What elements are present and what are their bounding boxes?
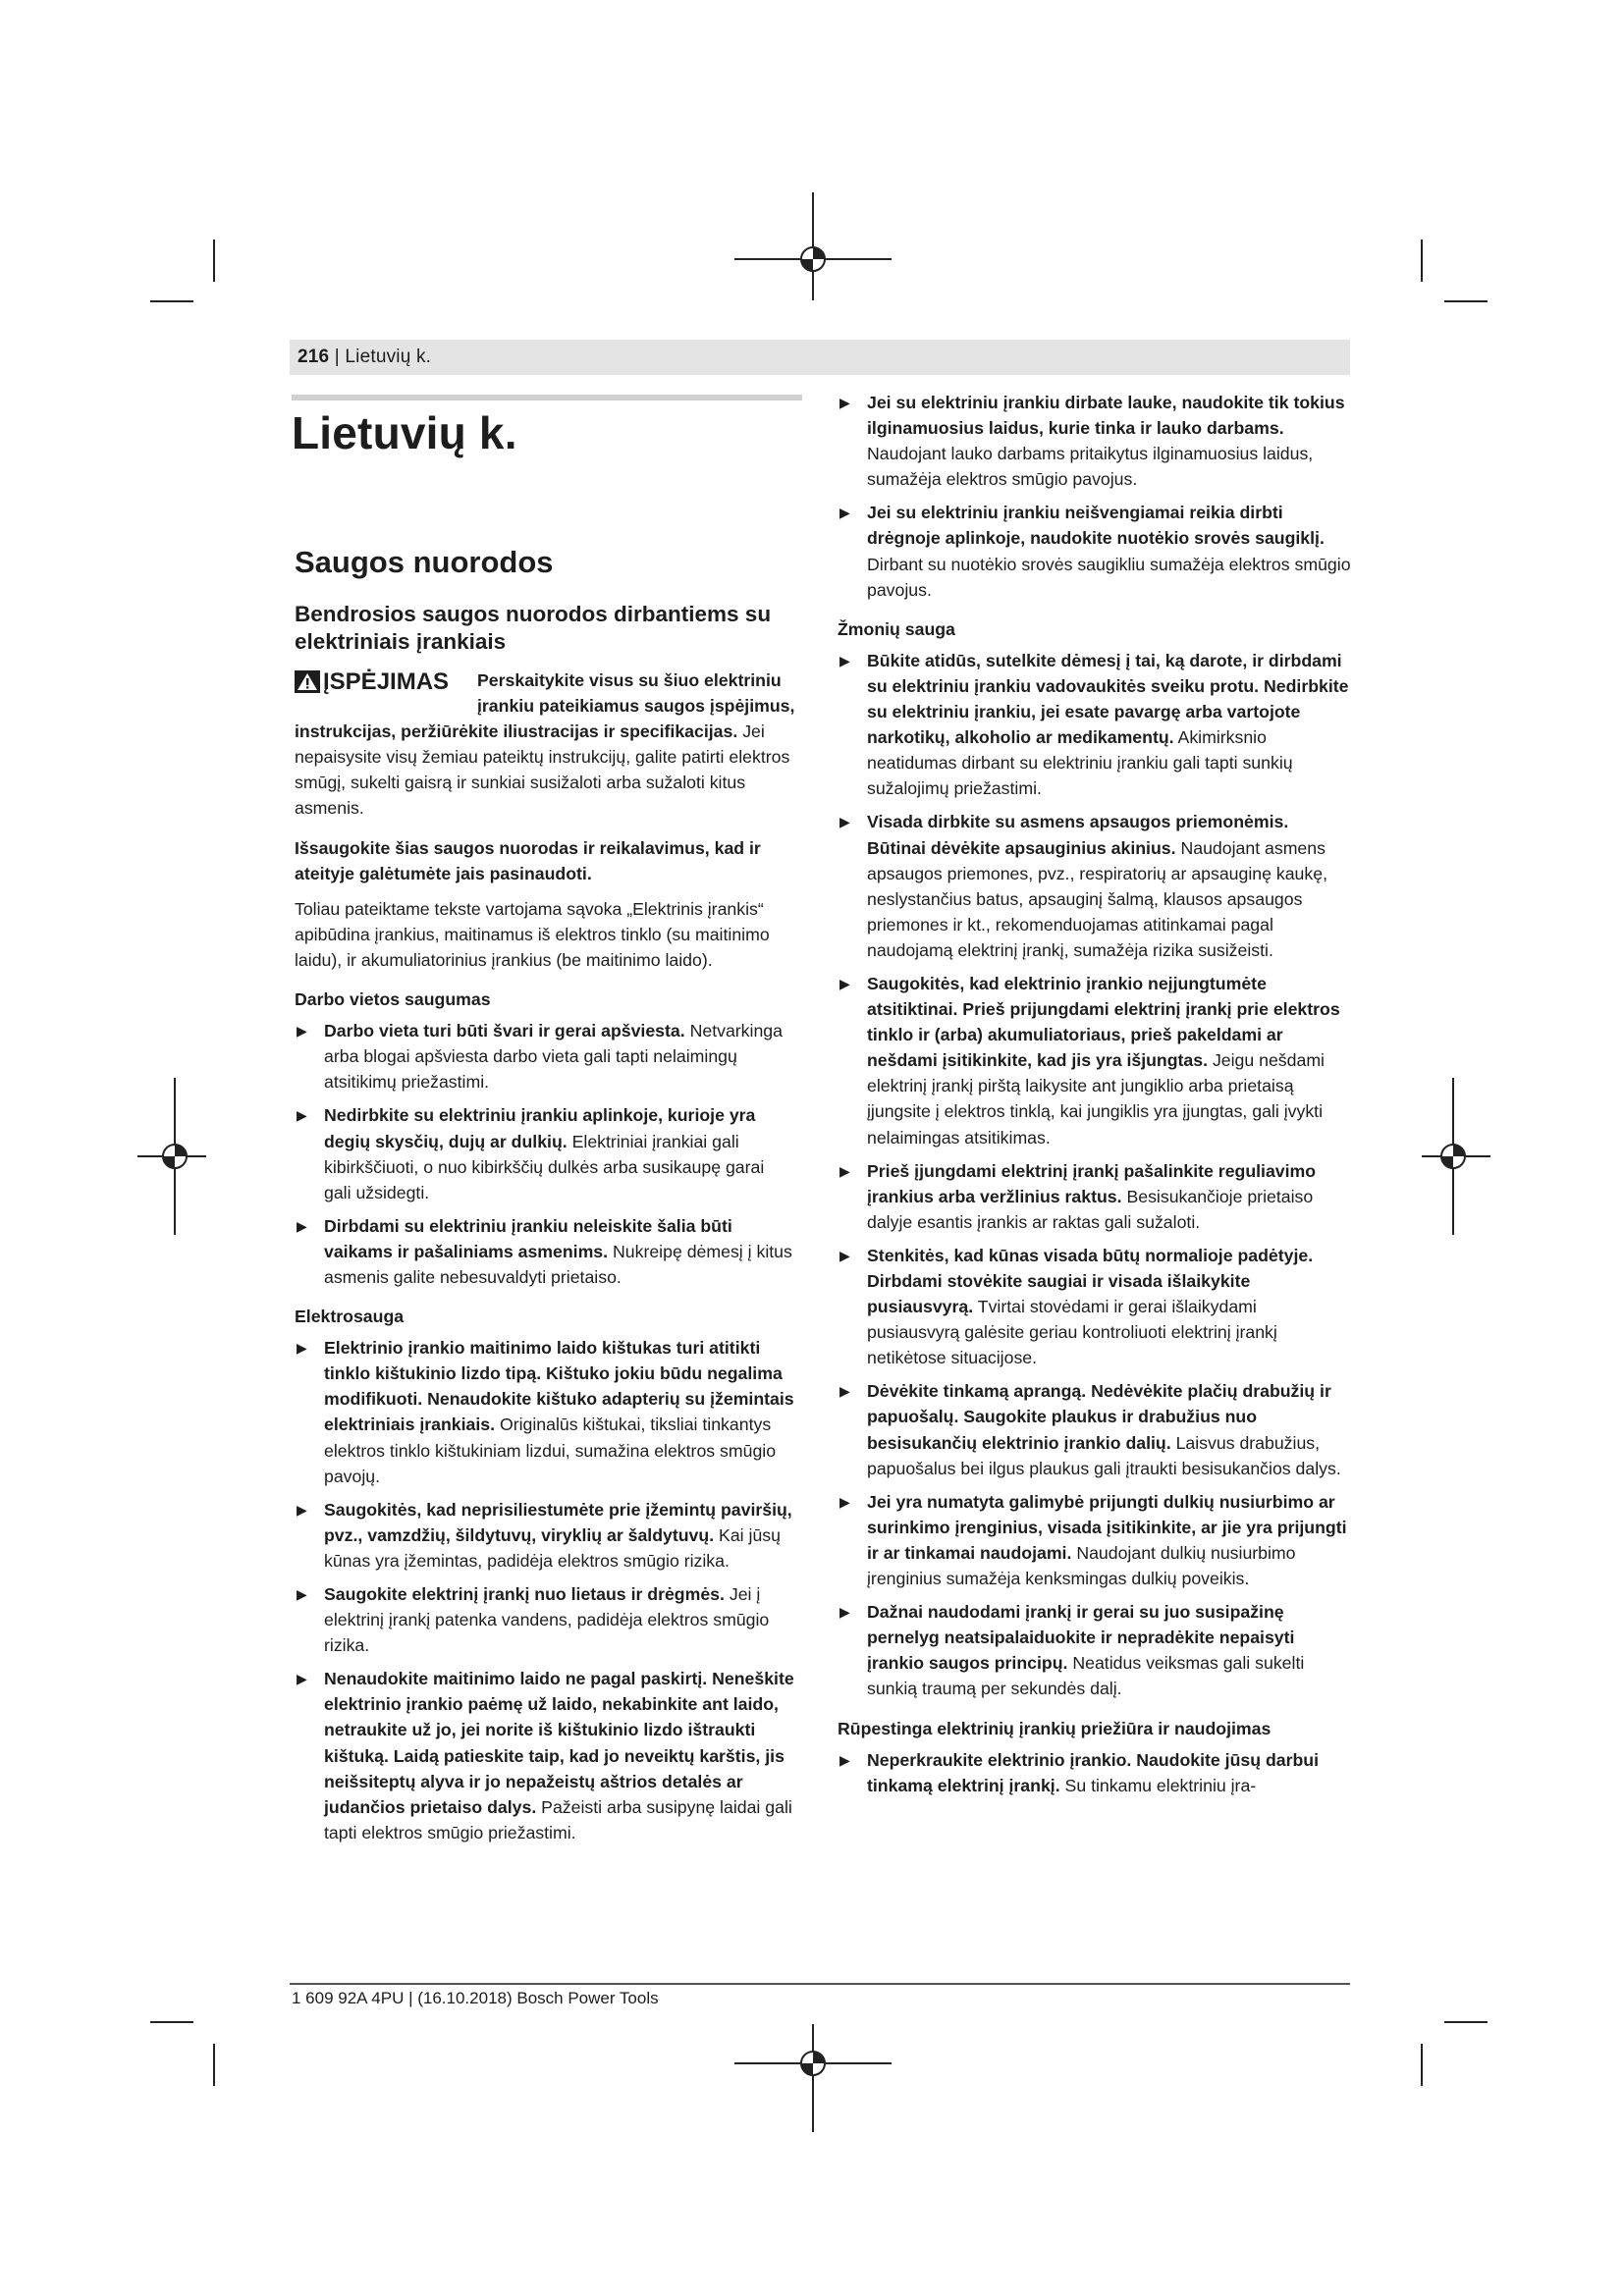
- item-text: Elektriniai įrankiai gali kibirkščiuoti, o nuo kibirkščių dulkės arba susikaupę garai gali užsidegti.: [324, 1131, 765, 1202]
- crop-mark: [150, 300, 193, 302]
- item-bold: Neperkraukite elektrinio įrankio. Naudokite jūsų darbui tinkamą elektrinį įrankį.: [867, 1749, 1319, 1795]
- page-footer: 1 609 92A 4PU | (16.10.2018) Bosch Power Tools: [292, 1989, 659, 2007]
- item-bold: Būkite atidūs, sutelkite dėmesį į tai, ką darote, ir dirbdami su elektriniu įrankiu vadovaukitės sveiku protu. Nedirbkite su elektriniu įrankiu, jei esate pavargę arba vartojote narkotikų, alkoholio ar medikamentų.: [867, 650, 1349, 748]
- item-text: Neatidus veiksmas gali sukelti sunkią traumą per sekundės dalį.: [867, 1653, 1305, 1699]
- item-text: Dirbant su nuotėkio srovės saugikliu sumažėja elektros smūgio pavojus.: [867, 554, 1351, 600]
- header-language: Lietuvių k.: [345, 347, 432, 367]
- item-bold: Saugokitės, kad elektrinio įrankio neįjungtumėte atsitiktinai. Prieš prijungdami elektrinį įrankį prie elektros tinklo ir (arba) akumuliatoriaus, prieš pakeldami ar nešdami įsitikinkite, kad jis yra išjungtas.: [867, 973, 1340, 1071]
- item-text: Su tinkamu elektriniu įra-: [1064, 1775, 1257, 1795]
- item-text: Tvirtai stovėdami ir gerai išlaikydami pusiausvyrą galėsite geriau kontroliuoti elektrinį įrankį netikėtose situacijose.: [867, 1297, 1277, 1368]
- warning-block: [295, 667, 795, 822]
- bullet-arrow-icon: ▶: [839, 1383, 850, 1400]
- work-area-heading: Darbo vietos saugumas: [295, 989, 491, 1010]
- bullet-arrow-icon: ▶: [297, 1217, 307, 1234]
- crop-mark: [213, 240, 215, 282]
- item-bold: Dėvėkite tinkamą aprangą. Nedėvėkite plačių drabužių ir papuošalų. Saugokite plaukus ir drabužius nuo besisukančių elektrinio įrankio dalių.: [867, 1381, 1331, 1453]
- section-title: Saugos nuorodos: [295, 545, 554, 579]
- personal-safety-heading: Žmonių sauga: [838, 618, 955, 639]
- item-text: Kai jūsų kūnas yra įžemintas, padidėja elektros smūgio rizika.: [324, 1524, 781, 1571]
- item-bold: Nedirbkite su elektriniu įrankiu aplinkoje, kurioje yra degių skysčių, dujų ar dulkių.: [324, 1105, 756, 1151]
- right-column: [838, 390, 1351, 1806]
- bullet-arrow-icon: ▶: [839, 1604, 850, 1621]
- item-bold: Darbo vieta turi būti švari ir gerai apšviesta.: [324, 1021, 685, 1041]
- bullet-arrow-icon: ▶: [839, 1247, 850, 1263]
- crop-mark: [1444, 300, 1488, 302]
- list-item: [838, 1489, 1351, 1591]
- definition-text: Toliau pateiktame tekste vartojama sąvoka „Elektrinis įrankis“ apibūdina įrankius, maitinamus iš elektros tinklo (su maitinimo laidu), ir akumuliatorinius įrankius (be maitinimo laido).: [295, 898, 770, 970]
- electrical-heading: Elektrosauga: [295, 1307, 405, 1327]
- item-text: Besisukančioje prietaiso dalyje esantis įrankis ar raktas gali sužaloti.: [867, 1186, 1314, 1232]
- bullet-arrow-icon: ▶: [839, 395, 850, 410]
- bullet-arrow-icon: ▶: [297, 1023, 307, 1040]
- item-text: Jei į elektrinį įrankį patenka vandens, padidėja elektros smūgio rizika.: [324, 1584, 770, 1656]
- item-bold: Nenaudokite maitinimo laido ne pagal paskirtį. Neneškite elektrinio įrankio paėmę už laido, nekabinkite ant laido, netraukite už jo, jei norite iš kištukinio lizdo ištraukti kištuką. Laidą patieskite taip, kad jo neveiktų karštis, jis neišsiteptų alyva ir jo nepažeistų aštrios detalės ar judančios prietaiso dalys.: [324, 1669, 794, 1817]
- list-item: [838, 1747, 1351, 1798]
- item-text: Laisvus drabužius, papuošalus bei ilgus plaukus gali įtraukti besisukančios dalys.: [867, 1432, 1341, 1478]
- list-item: [295, 1018, 795, 1095]
- bullet-arrow-icon: ▶: [297, 1107, 307, 1124]
- list-item: [295, 1666, 795, 1845]
- warning-label-text: ĮSPĖJIMAS: [323, 668, 450, 695]
- item-text: Akimirksnio neatidumas dirbant su elektriniu įrankiu gali tapti sunkių sužalojimų priežastimi.: [867, 727, 1293, 799]
- tool-care-heading: Rūpestinga elektrinių įrankių priežiūra ir naudojimas: [838, 1718, 1272, 1738]
- list-item: [295, 1213, 795, 1290]
- item-text: Jeigu nešdami elektrinį įrankį pirštą laikysite ant jungiklio arba prietaisą įjungsite į elektros tinklą, kai jungiklis yra įjungtas, gali įvykti nelaimingas atsitikimas.: [867, 1050, 1325, 1148]
- bullet-arrow-icon: ▶: [839, 505, 850, 521]
- item-text: Netvarkinga arba blogai apšviesta darbo vieta gali tapti nelaimingų atsitikimų priežastimi.: [324, 1021, 783, 1093]
- item-bold: Jei yra numatyta galimybė prijungti dulkių nusiurbimo ar surinkimo įrenginius, visada įsitikinkite, ar jie yra prijungti ir ar tinkamai naudojami.: [867, 1491, 1347, 1563]
- item-bold: Prieš įjungdami elektrinį įrankį pašalinkite reguliavimo įrankius arba veržlinius raktus.: [867, 1160, 1317, 1206]
- page-number: 216: [298, 347, 330, 367]
- warning-text: Jei nepaisysite visų žemiau pateiktų instrukcijų, galite patirti elektros smūgį, sukelti gaisrą ir sunkiai susižaloti arba sužaloti kitus asmenis.: [295, 721, 790, 819]
- crop-mark: [150, 2021, 193, 2023]
- bullet-arrow-icon: ▶: [839, 1751, 850, 1768]
- header-text: 216 | Lietuvių k.: [298, 347, 432, 367]
- bullet-arrow-icon: ▶: [839, 1162, 850, 1179]
- crop-mark: [1444, 2021, 1488, 2023]
- item-text: Pažeisti arba susipynę laidai gali tapti elektros smūgio priežastimi.: [324, 1796, 792, 1842]
- list-item: [295, 1102, 795, 1204]
- item-bold: Saugokitės, kad neprisiliestumėte prie įžemintų paviršių, pvz., vamzdžių, šildytuvų, viryklių ar šaldytuvų.: [324, 1499, 792, 1545]
- bullet-arrow-icon: ▶: [297, 1671, 307, 1687]
- list-item: [838, 1158, 1351, 1235]
- footer-rule: [290, 1983, 1350, 1985]
- item-bold: Jei su elektriniu įrankiu dirbate lauke, naudokite tik tokius ilginamuosius laidus, kurie tinka ir lauko darbams.: [867, 393, 1345, 439]
- page-header: [290, 340, 1350, 375]
- item-bold: Stenkitės, kad kūnas visada būtų normalioje padėtyje. Dirbdami stovėkite saugiai ir visada išlaikykite pusiausvyrą.: [867, 1245, 1314, 1317]
- list-item: [838, 1378, 1351, 1480]
- item-bold: Saugokite elektrinį įrankį nuo lietaus ir drėgmės.: [324, 1584, 725, 1604]
- list-item: [838, 971, 1351, 1150]
- registration-mark-left-icon: [137, 1078, 206, 1235]
- warning-bold-text: Perskaitykite visus su šiuo elektriniu įrankiu pateikiamus saugos įspėjimus, instrukcijas, peržiūrėkite iliustracijas ir specifikacijas.: [295, 670, 795, 742]
- item-bold: Visada dirbkite su asmens apsaugos priemonėmis. Būtinai dėvėkite apsauginius akinius.: [867, 812, 1289, 858]
- item-text: Originalūs kištukai, tiksliai tinkantys elektros tinklo kištukiniam lizdui, sumažina elektros smūgio pavojų.: [324, 1415, 777, 1486]
- bullet-arrow-icon: ▶: [839, 1493, 850, 1510]
- list-item: [295, 1335, 795, 1489]
- item-text: Naudojant dulkių nusiurbimo įrenginius sumažėja kenksmingas dulkių poveikis.: [867, 1542, 1296, 1589]
- keep-notice: Išsaugokite šias saugos nuorodas ir reikalavimus, kad ir ateityje galėtumėte jais pasinaudoti.: [295, 837, 761, 883]
- list-item: [838, 1599, 1351, 1701]
- bullet-arrow-icon: ▶: [297, 1501, 307, 1518]
- crop-mark: [1421, 240, 1423, 282]
- list-item: [838, 500, 1351, 602]
- item-text: Naudojant asmens apsaugos priemones, pvz., respiratorių ar apsauginę kaukę, neslystančius batus, apsauginį šalmą, klausos apsaugos priemones ir kt., rekomenduojamas atitinkamai pagal naudojamą elektrinį įrankį, sumažėja rizika susižeisti.: [867, 837, 1327, 960]
- registration-mark-bottom-icon: [734, 2024, 892, 2132]
- item-text: Nukreipę dėmesį į kitus asmenis galite nebesuvaldyti prietaiso.: [324, 1241, 792, 1287]
- item-bold: Jei su elektriniu įrankiu neišvengiamai reikia dirbti drėgnoje aplinkoje, naudokite nuotėkio srovės saugiklį.: [867, 503, 1325, 549]
- bullet-arrow-icon: ▶: [839, 814, 850, 830]
- registration-mark-right-icon: [1422, 1078, 1490, 1235]
- title-rule: [292, 395, 802, 400]
- subsection-title: Bendrosios saugos nuorodos dirbantiems su elektriniais įrankiais: [295, 602, 772, 654]
- bullet-arrow-icon: ▶: [839, 975, 850, 991]
- list-item: [838, 648, 1351, 802]
- crop-mark: [213, 2044, 215, 2086]
- item-text: Naudojant lauko darbams pritaikytus ilginamuosius laidus, sumažėja elektros smūgio pavojus.: [867, 444, 1314, 490]
- item-bold: Dažnai naudodami įrankį ir gerai su juo susipažinę pernelyg neatsipalaiduokite ir nepradėkite nepaisyti įrankio saugos principų.: [867, 1602, 1295, 1674]
- item-bold: Elektrinio įrankio maitinimo laido kištukas turi atitikti tinklo kištukinio lizdo tipą. Kištuko jokiu būdu negalima modifikuoti. Nenaudokite kištuko adapterių su įžemintais elektriniais įrankiais.: [324, 1338, 794, 1435]
- bullet-arrow-icon: ▶: [297, 1340, 307, 1357]
- bullet-arrow-icon: ▶: [839, 652, 850, 668]
- list-item: [838, 1243, 1351, 1370]
- list-item: [838, 809, 1351, 963]
- left-column: [295, 544, 795, 1853]
- registration-mark-top-icon: [734, 192, 892, 300]
- bullet-arrow-icon: ▶: [297, 1586, 307, 1602]
- list-item: [838, 390, 1351, 492]
- warning-label: [295, 667, 477, 715]
- page-title: Lietuvių k.: [292, 407, 517, 458]
- crop-mark: [1421, 2044, 1423, 2086]
- list-item: [295, 1497, 795, 1574]
- item-bold: Dirbdami su elektriniu įrankiu neleiskite šalia būti vaikams ir pašaliniams asmenims.: [324, 1215, 732, 1261]
- list-item: [295, 1581, 795, 1658]
- warning-triangle-icon: [295, 670, 320, 693]
